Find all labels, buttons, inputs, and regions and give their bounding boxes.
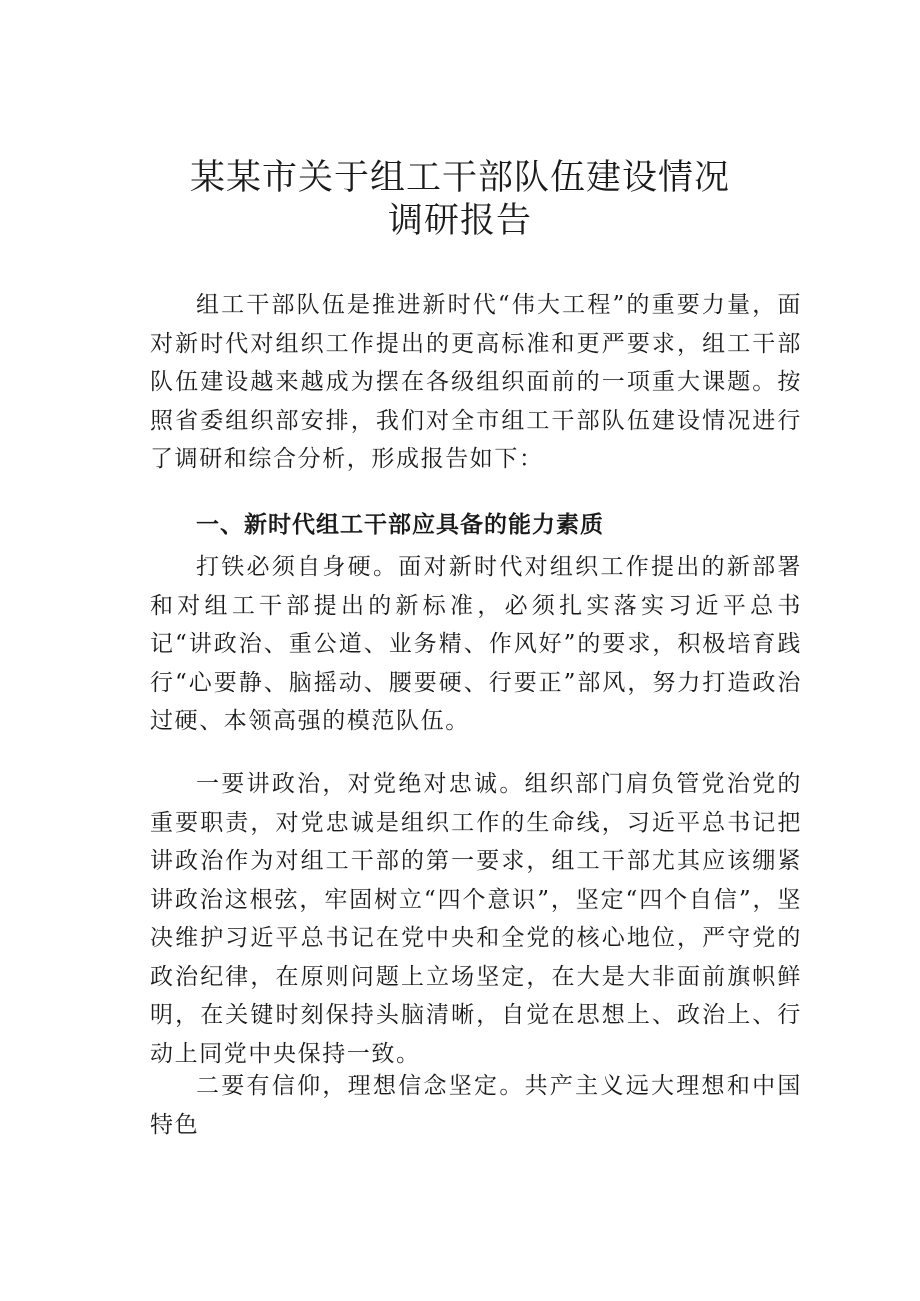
body-paragraph-2: 一要讲政治，对党绝对忠诚。组织部门肩负管党治党的重要职责，对党忠诚是组织工作的生命线，习近平总书记把讲政治作为对组工干部的第一要求，组工干部尤其应该绷紧讲政治这根弦，牢固树立“四个意识”，坚定“四个自信”，坚决维护习近平总书记在党中央和全党的核心地位，严守党的政治纪律，在原则问题上立场坚定，在大是大非面前旗帜鲜明，在关键时刻保持头脑清晰，自觉在思想上、政治上、行动上同党中央保持一致。 (150, 771, 802, 1067)
body-paragraph-3: 二要有信仰，理想信念坚定。共产主义远大理想和中国特色 (150, 1073, 802, 1138)
document-title-line-2: 调研报告 (387, 201, 532, 241)
document-title-line-1: 某某市关于组工干部队伍建设情况 (189, 158, 730, 198)
intro-paragraph: 组工干部队伍是推进新时代“伟大工程”的重要力量，面对新时代对组织工作提出的更高标准和更严要求，组工干部队伍建设越来越成为摆在各级组织面前的一项重大课题。按照省委组织部安排，我们对全市组工干部队伍建设情况进行了调研和综合分析，形成报告如下： (150, 292, 802, 472)
body-paragraph-1: 打铁必须自身硬。面对新时代对组织工作提出的新部署和对组工干部提出的新标准，必须扎实落实习近平总书记“讲政治、重公道、业务精、作风好”的要求，积极培育践行“心要静、脑摇动、腰要硬、行要正”部风，努力打造政治过硬、本领高强的模范队伍。 (150, 554, 802, 734)
section-heading: 一、新时代组工干部应具备的能力素质 (196, 512, 604, 538)
